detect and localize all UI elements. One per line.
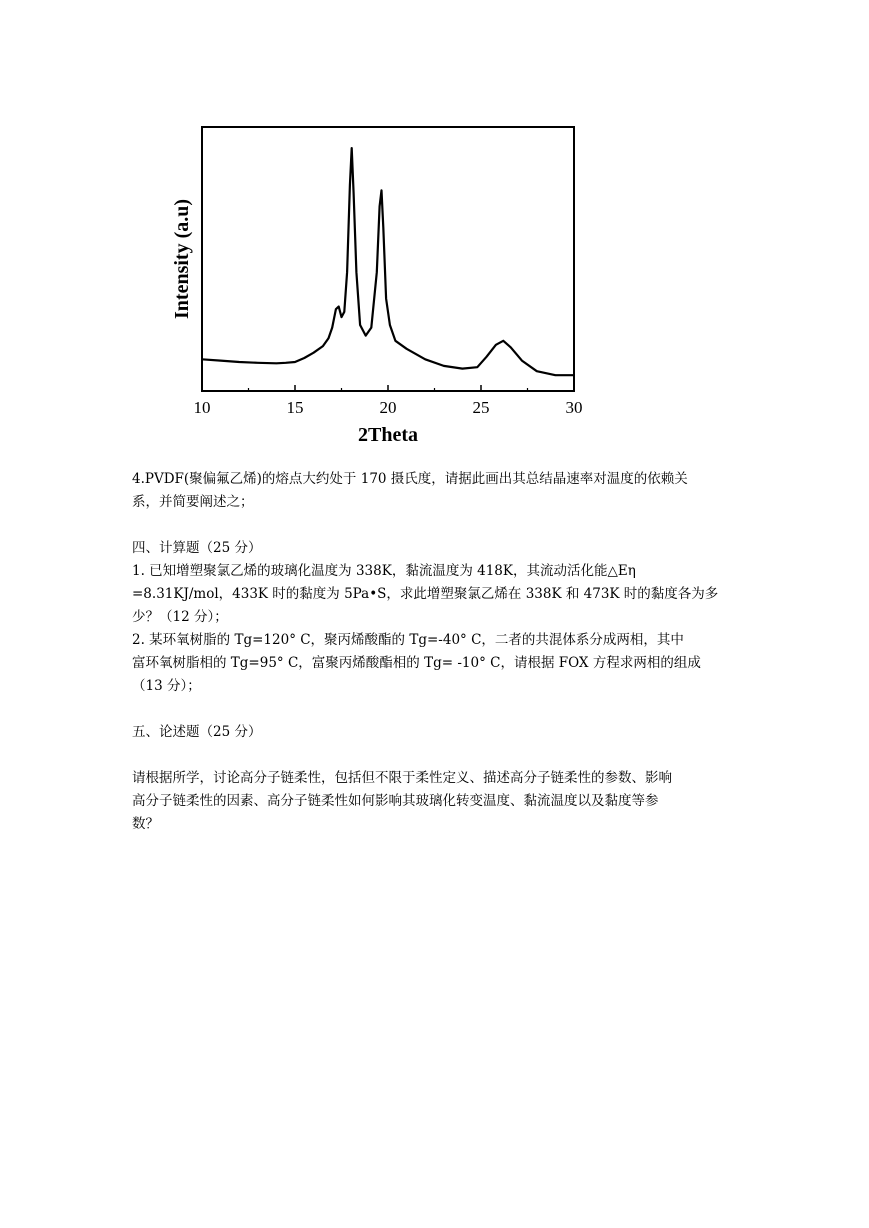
- x-axis-label: 2Theta: [358, 424, 418, 446]
- essay-line-2: 高分子链柔性的因素、高分子链柔性如何影响其玻璃化转变温度、黏流温度以及黏度等参: [132, 793, 659, 809]
- section-5-heading: 五、论述题（25 分）: [132, 724, 262, 740]
- q4-line-2: 系，并简要阐述之；: [132, 494, 254, 510]
- x-tick-label: 15: [286, 398, 304, 417]
- calc-q2-line-2: 富环氧树脂相的 Tg=95° C，富聚丙烯酸酯相的 Tg= -10° C，请根据 FOX 方程求两相的组成: [132, 655, 701, 671]
- calc-q1-line-2: =8.31KJ/mol，433K 时的黏度为 5Pa•S，求此增塑聚氯乙烯在 338K 和 473K 时的黏度各为多: [132, 586, 719, 602]
- x-tick-label: 20: [379, 398, 397, 417]
- x-ticks: [194, 385, 583, 417]
- calc-q1-line-3: 少？（12 分）；: [132, 609, 228, 625]
- calc-q1-line-1: 1. 已知增塑聚氯乙烯的玻璃化温度为 338K，黏流温度为 418K，其流动活化能△Eη: [132, 563, 636, 579]
- calc-q2-line-1: 2. 某环氧树脂的 Tg=120° C，聚丙烯酸酯的 Tg=-40° C，二者的共混体系分成两相，其中: [132, 632, 684, 648]
- essay-line-1: 请根据所学，讨论高分子链柔性，包括但不限于柔性定义、描述高分子链柔性的参数、影响: [132, 770, 672, 786]
- xrd-curve: [202, 148, 574, 375]
- section-4-heading: 四、计算题（25 分）: [132, 540, 262, 556]
- q4-line-1: 4.PVDF(聚偏氟乙烯)的熔点大约处于 170 摄氏度，请据此画出其总结晶速率对温度的依赖关: [132, 471, 688, 487]
- x-tick-label: 30: [565, 398, 583, 417]
- x-tick-label: 10: [193, 398, 211, 417]
- y-axis-label: Intensity (a.u): [171, 198, 193, 320]
- plot-frame: [202, 127, 574, 391]
- xrd-chart: [160, 115, 600, 455]
- essay-line-3: 数？: [132, 816, 159, 832]
- x-tick-label: 25: [472, 398, 490, 417]
- calc-q2-line-3: （13 分）；: [132, 678, 201, 694]
